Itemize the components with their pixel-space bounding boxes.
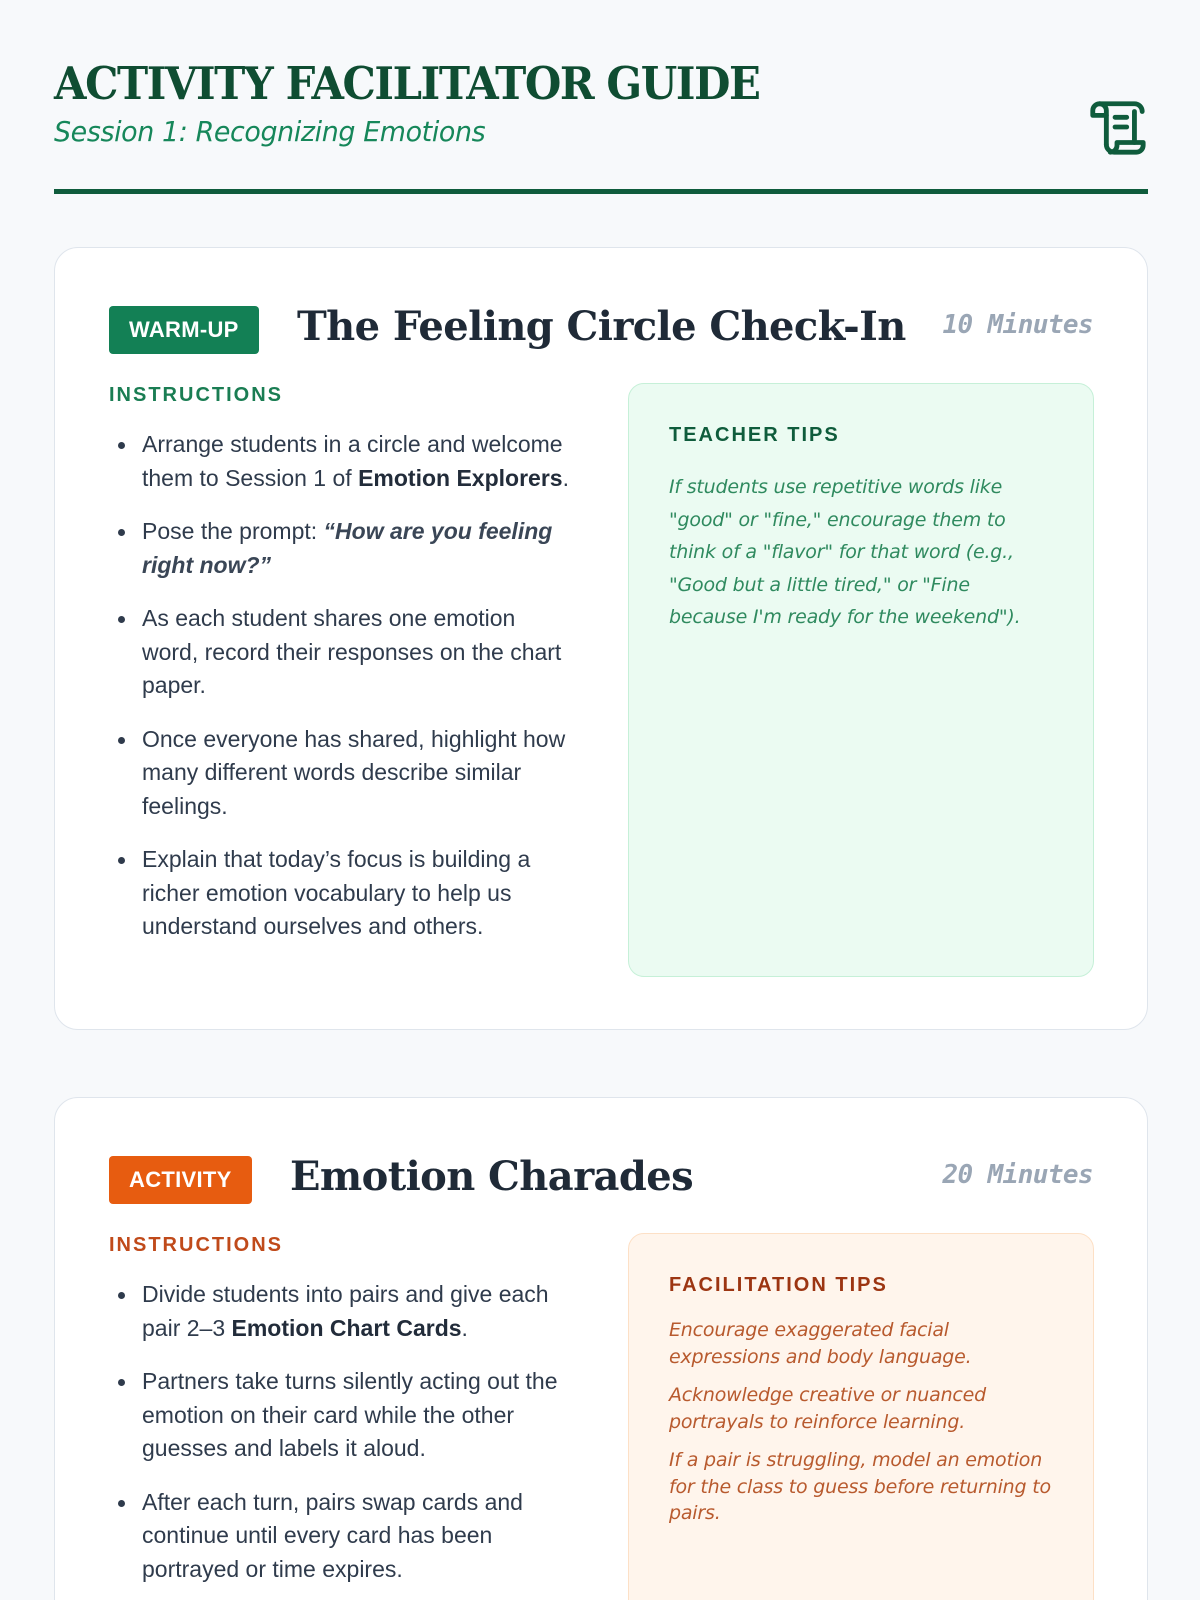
facilitation-tips-box: [628, 1233, 1094, 1600]
facilitation-tips-title: FACILITATION TIPS: [669, 1274, 888, 1296]
card-header: [109, 1153, 1093, 1204]
activity-card: [54, 1097, 1148, 1600]
activity-duration: 10 Minutes: [942, 310, 1093, 340]
list-item: Explain that today’s focus is building a richer emotion vocabulary to help us understand ourselves and others.: [109, 843, 577, 944]
teacher-tips-box: [628, 383, 1094, 977]
teacher-tip-text: If students use repetitive words like "good" or "fine," encourage them to think of a "flavor" for that word (e.g., "Good but a little tired," or "Fine because I'm ready for the weekend").: [669, 476, 1021, 628]
document-header: [54, 56, 1148, 194]
activity-title: The Feeling Circle Check-In: [297, 303, 906, 350]
list-item: Divide students into pairs and give each pair 2–3 Emotion Chart Cards.: [109, 1278, 577, 1345]
facilitation-tip: Encourage exaggerated facial expressions and body language.: [669, 1319, 972, 1368]
list-item: Pose the prompt: “How are you feeling right now?”: [109, 515, 577, 582]
list-item: Partners take turns silently acting out the emotion on their card while the other guesses and labels it aloud.: [109, 1365, 577, 1466]
list-item: Once everyone has shared, highlight how many different words describe similar feelings.: [109, 723, 577, 824]
document-title: ACTIVITY FACILITATOR GUIDE: [54, 57, 760, 110]
instructions-list: [109, 428, 577, 964]
warm-up-badge: WARM-UP: [109, 306, 259, 354]
facilitation-tip: Acknowledge creative or nuanced portrayals to reinforce learning.: [669, 1384, 987, 1433]
activity-duration: 20 Minutes: [942, 1160, 1093, 1190]
instructions-list: [109, 1278, 577, 1600]
document-subtitle: Session 1: Recognizing Emotions: [54, 115, 486, 148]
activity-title: Emotion Charades: [290, 1153, 694, 1200]
instructions-label: INSTRUCTIONS: [109, 384, 283, 406]
teacher-tips-title: TEACHER TIPS: [669, 424, 840, 446]
activity-badge: ACTIVITY: [109, 1156, 252, 1204]
list-item: After each turn, pairs swap cards and continue until every card has been portrayed or time expires.: [109, 1486, 577, 1587]
list-item: As each student shares one emotion word, record their responses on the chart paper.: [109, 602, 577, 703]
scroll-icon: [1086, 96, 1148, 158]
instructions-label: INSTRUCTIONS: [109, 1234, 283, 1256]
facilitation-tip: If a pair is struggling, model an emotion for the class to guess before returning to pairs.: [669, 1449, 1051, 1524]
card-header: [109, 303, 1093, 354]
list-item: Arrange students in a circle and welcome them to Session 1 of Emotion Explorers.: [109, 428, 577, 495]
warm-up-card: [54, 247, 1148, 1030]
